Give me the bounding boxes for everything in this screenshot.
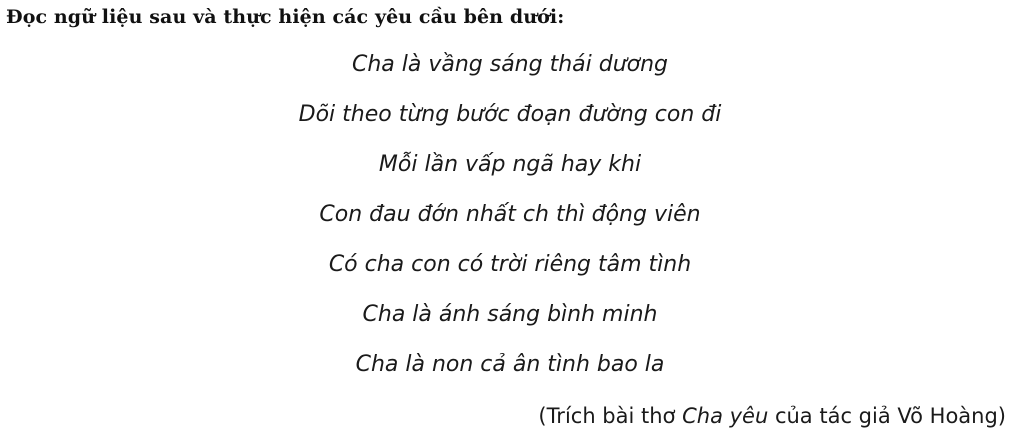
attribution-poem-title: Cha yêu [682,404,769,428]
poem-line: Con đau đớn nhất ch thì động viên [319,202,701,227]
instruction-text: Đọc ngữ liệu sau và thực hiện các yêu cầu bên dưới: [6,6,565,28]
poem-line: Mỗi lần vấp ngã hay khi [378,152,642,177]
poem-attribution [6,404,1014,428]
attribution-suffix: của tác giả Võ Hoàng) [768,404,1006,428]
poem-line: Có cha con có trời riêng tâm tình [328,252,692,277]
poem-line: Cha là ánh sáng bình minh [362,302,658,327]
poem-body [6,40,1014,390]
poem-line: Dõi theo từng bước đoạn đường con đi [298,102,722,127]
poem-line: Cha là vầng sáng thái dương [351,52,669,77]
poem-line: Cha là non cả ân tình bao la [355,352,665,377]
attribution-prefix: (Trích bài thơ [538,404,683,428]
